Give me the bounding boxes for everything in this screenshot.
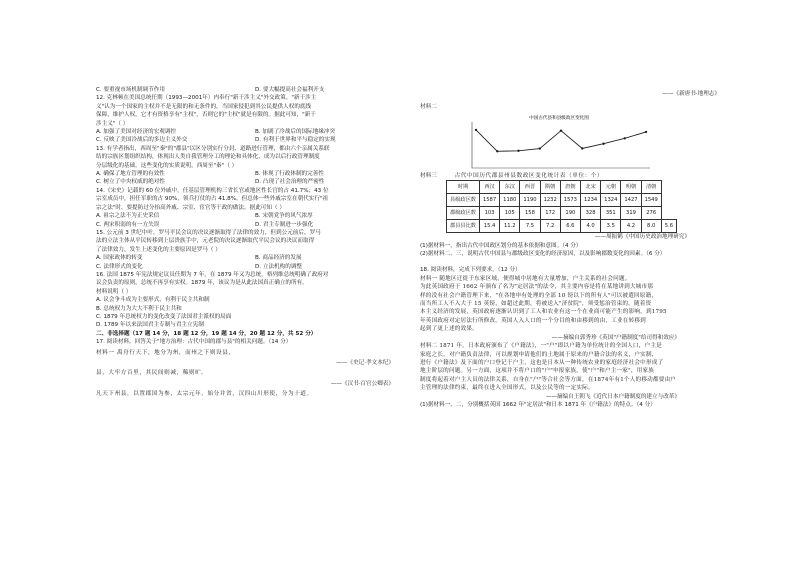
material-line: 材料二 1871 年，日本政府颁布了《户籍法》，一"户"即以户籍为单位统计的全国人口，户主是 [420,343,662,350]
table-header-cell: 元朝 [601,181,621,194]
material-label: 材料二 [420,104,437,111]
table-cell: 190 [560,207,580,220]
section-heading: 二、非选择题（17 题 14 分，18 题 12 分，19 题 14 分，20 题 12 分，共 52 分） [96,330,317,337]
table-cell: 1180 [500,194,520,207]
option-pair [96,128,414,136]
option-pair [96,263,414,271]
material-one-text [420,275,720,334]
question-text: 县，大牢方百里，其民间则减，稀则旷。 [96,370,208,377]
question-text: 义"认为一个国家的主权并不是无限的和无条件的，当国家侵犯到其公民提供人权的底线 [96,103,312,110]
table-row [447,194,677,207]
question-text: B. 总统权力为大大不利于民主共和 [96,305,182,312]
question-text: A. 议会争斗成为主要形式，有利于民主共和制 [96,297,210,304]
table-cell: 1549 [641,194,661,207]
material-line: 年英国政府对定居法行所修改。英国人入人口的一个分目的和由移到的由，工业在转移到 [420,317,646,324]
table-cell: 158 [520,207,540,220]
material-one-source: ——摘编自郭秀珍《英国"户籍制度"给司得和效应》 [551,334,680,341]
table-row [447,207,677,220]
material-3-label: 材料三 [420,172,437,179]
option-text: C. 反映了美国冷战后的多边主义外交 [96,137,188,144]
source-citation: ——《史记·孝文本纪》 [336,360,394,366]
question-text: 了法律效力，发生上述变化的主要原因是罗马（ ） [96,246,221,253]
material-line: 家庭之长，对户籍负责法律，可以规划申请他们的土地属于原来的户籍合法的名义，户实制， [420,351,658,358]
question-text: 议会负责的原则，总统不再享有实权。1879 年，该议为是从此法国真正确立的所有。 [96,280,308,287]
left-column [96,86,414,399]
table-cell: 328 [580,207,600,220]
question-text: (1)据材料一，指出古代中国政区划分的基本依据和意图。（4 分） [420,242,582,249]
option-text: A. 祖宗之法不为正史采信 [96,213,160,220]
table-header-cell: 清朝 [641,181,661,194]
series-line [476,130,646,151]
question-text: 分层级化的基础。这些变化的实质说明，西周至"秦"（ ） [96,162,238,169]
question-text: 15. 公元前 3 世纪中叶，罗马平民会议的决议逐渐取得了法律的效力，但到公元前后，罗马 [96,229,321,236]
table-cell: 1324 [601,194,621,207]
material-line: 制度将起着对户主人员的法律关系，自身在"户"等合社会等方面，在1874年有1个人的移动都要由户 [420,376,677,383]
table-cell: 276 [641,207,661,220]
option-text: A. 国家政体的转变 [96,255,143,262]
table-cell: 1232 [540,194,560,207]
data-table [446,180,677,233]
material-line: 本主义经济的发展，英国政府逐渐认识到了工人和农业有这一个在业商可能产生的影响，到1795 [420,309,667,316]
option-text: D. 要大幅提高社会福利开支 [255,87,325,93]
option-text: C. 树立了中央权威的绝对性 [96,179,165,186]
table-header-cell: 唐朝 [560,181,580,194]
question-text: 材料一 禹舟行天下，地分为州，而州之下则设县， [96,349,235,356]
material-line: 进行《户籍法》及下面的户口登记于户主，这也是日本从一种传统农业的家庭经济社会中形成了 [420,359,664,366]
line-chart [464,112,654,172]
table-header-cell: 西晋 [520,181,540,194]
question-text: 13. 有学者指出，西周至"秦"的"郡县"以区分别实行分封、道路进行管理，都由六个亲属关系联 [96,145,330,152]
material-line: 而当所工人不入大于 15 英镑，如超过此期，将被送入"济贫院"，须受惩治管束的。随着资 [420,301,652,308]
question-text: 材料说明（ ） [96,288,132,295]
data-point [496,150,498,152]
data-point [581,147,583,149]
table-cell: 郡级政区数 [447,207,480,220]
data-point [645,131,647,133]
table-cell: 5.6 [661,220,676,233]
table-header-cell: 时期 [447,181,480,194]
question-title: 18. 阅读材料，完成下列要求。（12 分） [420,267,521,274]
material-line: 为此英国政府于 1662 年颁布了名为"定居法"的法令，其主要内容是将在某地讲到大城市那 [420,284,654,291]
data-point [475,129,477,131]
table-header-cell: 隋朝 [540,181,560,194]
option-text: D. 立法机构的调整 [255,263,303,270]
table-cell: 319 [621,207,641,220]
option-pair [96,136,414,144]
right-column [420,90,720,409]
table-source: ——周振鹤《中国历史政治地理研究》 [594,234,690,241]
table-cell: 郡县县比数 [447,220,480,233]
option-text: B. 商品经济的发展 [255,255,302,262]
option-pair [96,221,414,229]
question-text: 17. 阅读材料，回答关于"地方治理：古代中国的郡与县"的相关问题。（14 分） [96,339,292,346]
option-text: C. 法律形式的变化 [96,263,143,270]
option-text: A. 确保了地方管理的有效性 [96,171,165,178]
data-point [517,149,519,151]
table-caption: 古代中国历代郡县州县数政区变化统计表（单位：个） [454,172,604,179]
table-cell: 1573 [560,194,580,207]
question-text: 12. 克林顿在美国总统任期（1993—2001年）内奉行"新干涉主义"外交政策。"新干涉主 [96,95,317,102]
question-text: 涉主义"（ ） [96,120,129,127]
option-text: C. 两宋积弱的有一方失误 [96,221,160,228]
question-text: 16. 法国 1875 年宪法规定议员任期为 7 年，在 1879 年又为总统。格列维总统明确了政府对 [96,271,329,278]
option-text: A. 加强了美国对经济的宏观调控 [96,129,177,136]
question-text: C. 1879 年总统权力的变化改变了法国君主派权的局面 [96,313,232,320]
table-cell: 4.2 [621,220,641,233]
table-cell: 7.5 [520,220,540,233]
table-cell: 6.6 [560,220,580,233]
table-cell: 1587 [479,194,499,207]
option-text: B. 加剧了冷战后的国际地缘冲突 [255,129,336,136]
chart-axes [472,122,650,168]
table-cell: 15.4 [479,220,499,233]
question-text: 法的立法主体从平民转移到上层贵族手中，元老院的决议逐渐取代平民会议的决议而取得 [96,238,315,245]
data-point [539,147,541,149]
table-header-cell: 明朝 [621,181,641,194]
table-cell: 1427 [621,194,641,207]
material-line: 样的没有社会户籍管理下来，"在各地申有处理的全部 10 镑以下的所有人"可以被遣回原籍， [420,292,658,299]
data-point [624,137,626,139]
table-cell: 1234 [580,194,600,207]
question-text: D. 1789 年以来法国君主专制与君主立宪制 [96,322,204,329]
table-cell: 3.5 [601,220,621,233]
material-two-source: ——摘编自王朝飞《近代日本户籍制度的建立与改革》 [545,393,680,400]
table-cell: 11.2 [500,220,520,233]
question-text: (1)据材料一、二，分别概括英国 1662 年"定居法"和日本 1871 年《户籍法》的特点。（4 分） [420,401,656,408]
data-point [560,129,562,131]
table-cell: 172 [540,207,560,220]
question-text: 14.《宋史》记载的 60 位外戚中，任基层管理机构三省长官或地区性长官的占 41.7%；43 位 [96,187,329,194]
table-header-cell: 北宋 [580,181,600,194]
material-two-text [420,342,720,392]
material-line: 主管理的法律约束，最终在进入全国形式，以及公民等的一定实际。 [420,385,594,392]
table-cell: 县级政区数 [447,194,480,207]
table-cell: 4.0 [580,220,600,233]
question-text: 宗室成员中，担任军职的占 90%，领兵打仗的占 41.8%。但总体一些外戚宗室在朝代实行"祖 [96,196,329,203]
option-pair [96,86,414,94]
table-header-row [447,181,677,194]
table-cell: 105 [500,207,520,220]
option-pair [96,170,414,178]
option-text: D. 君主专制进一步强化 [255,221,314,228]
question-text: 结的宗族区划组织结构，体现出人类自我管理分工的理论和具体化，成为以后行政管理制度 [96,154,320,161]
chart-title: 中国古代县和县级政区变化图 [529,115,589,121]
material-line: 材料一 随地区迁徙于东家区域，便得城中居地有大量增加，户主关系的社会问题。 [420,275,631,282]
question-text: 凡天下州县，以置郡国为参，太宗元年，始分并省，汉四山川形使，分为十道。 [96,391,313,398]
option-pair [96,178,414,186]
source-citation: ——《新唐书·地理志》 [662,91,720,97]
table-cell: 1190 [520,194,540,207]
table-cell: 7.2 [540,220,560,233]
material-line: 地主阶层的问题。另一方面，这项并不将户口的"户"申报家族，使"户"和户主一家"，用家族 [420,368,655,375]
table-cell: 8.0 [641,220,661,233]
table-header-cell: 东汉 [500,181,520,194]
table-cell: 103 [479,207,499,220]
option-text: D. 有利于世界和平与稳定的实现 [255,137,336,144]
data-point [602,142,604,144]
option-text: C. 要重视市场机制调节作用 [96,87,165,93]
table-header-cell: 西汉 [479,181,499,194]
option-text: B. 体现了行政体制的完善性 [255,171,324,178]
question-text: 保障，维护人权，它才有资格享有"主权"，否则它的"主权"就是有限的。据此可知，"新干 [96,112,316,119]
source-citation: ——《汉书·百官公卿表》 [330,380,394,387]
option-text: D. 凸现了社会治理的严密性 [255,179,325,186]
option-pair [96,212,414,220]
material-label [420,172,720,180]
material-line: 起到了更上述的效果。 [420,326,478,333]
question-text: 宗之法"时，要提防过分抬高外戚、宗室、宦官等干政的做法。据此可知（ ） [96,204,285,211]
option-pair [96,254,414,262]
table-row [447,220,677,233]
question-text: (2)据材料二、三，说明古代中国县与郡级政区变化的经济原因，以及影响郡数变化的因素。（6 分） [420,251,666,258]
option-text: B. 宋朝党争的风气浓厚 [255,213,313,220]
table-cell: 351 [601,207,621,220]
